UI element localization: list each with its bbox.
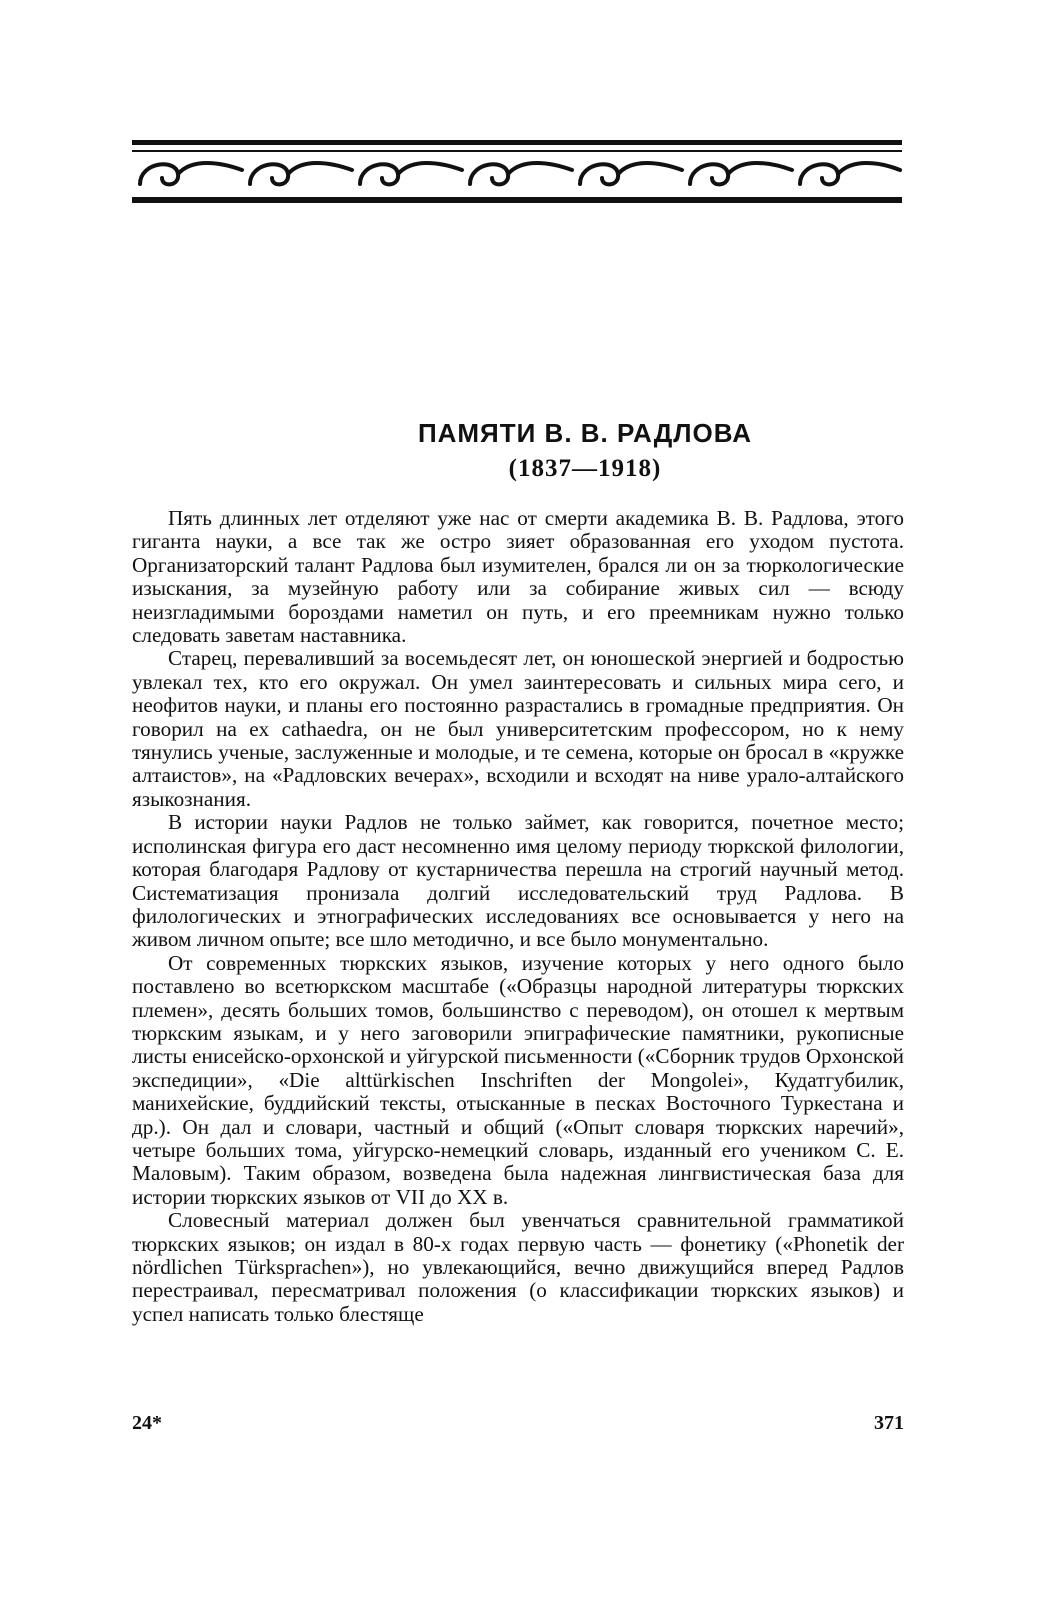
page-number: 371: [874, 1412, 904, 1434]
decorative-ornament-band: [132, 140, 902, 206]
paragraph: Старец, переваливший за восемьдесят лет, он юношеской энергией и бодростью увлекал тех, кто его окружал. Он умел заинтересовать и сильных мира сего, и неофитов науки, и планы его постоянно разрастались в громадные предприятия. Он говорил на ex cathaedra, он не был университетским профессором, но к нему тянулись ученые, заслуженные и молодые, и те семена, которые он бросал в «кружке алтаистов», на «Радловских вечерах», всходили и всходят на ниве урало-алтайского языкознания.: [132, 646, 904, 811]
signature-mark: 24*: [132, 1412, 162, 1434]
article-body: [132, 507, 904, 1326]
paragraph: Пять длинных лет отделяют уже нас от смерти академика В. В. Радлова, этого гиганта науки, а все так же остро зияет образованная его уходом пустота. Организаторский талант Радлова был изумителен, брался ли он за тюркологические изыскания, за музейную работу или за собирание живых сил — всюду неизгладимыми бороздами наметил он путь, и его преемникам нужно только следовать заветам наставника.: [132, 506, 904, 648]
life-years: (1837—1918): [508, 455, 662, 482]
title-block: [0, 418, 1050, 483]
paragraph: В истории науки Радлов не только займет, как говорится, почетное место; исполинская фигура его даст несомненно имя целому периоду тюркской филологии, которая благодаря Радлову от кустарничества перешла на строгий научный метод. Систематизация пронизала долгий исследовательский труд Радлова. В филологических и этнографических исследованиях все основывается у него на живом личном опыте; все шло методично, и все было монументально.: [132, 810, 904, 952]
paragraph: Словесный материал должен был увенчаться сравнительной грамматикой тюркских языков; он издал в 80-х годах первую часть — фонетику («Phonetik der nördlichen Türksprachen»), но увлекающийся, вечно движущийся вперед Радлов перестраивал, пересматривал положения (о классификации тюркских языков) и успел написать только блестяще: [132, 1208, 904, 1326]
page-title: ПАМЯТИ В. В. РАДЛОВА: [417, 418, 753, 448]
paragraph: От современных тюркских языков, изучение которых у него одного было поставлено во всетюркском масштабе («Образцы народной литературы тюркских племен», десять больших томов, большинство с переводом), он отошел к мертвым тюркским языкам, и у него заговорили эпиграфические памятники, рукописные листы енисейско-орхонской и уйгурской письменности («Сборник трудов Орхонской экспедиции», «Die alttürkischen Inschriften der Mongolei», Кудатгубилик, манихейские, буддийский тексты, отысканные в песках Восточного Туркестана и др.). Он дал и словари, частный и общий («Опыт словаря тюркских наречий», четыре больших тома, уйгурско-немецкий словарь, изданный его учеником С. Е. Маловым). Таким образом, возведена была надежная лингвистическая база для истории тюркских языков от VII до XX в.: [132, 950, 904, 1209]
